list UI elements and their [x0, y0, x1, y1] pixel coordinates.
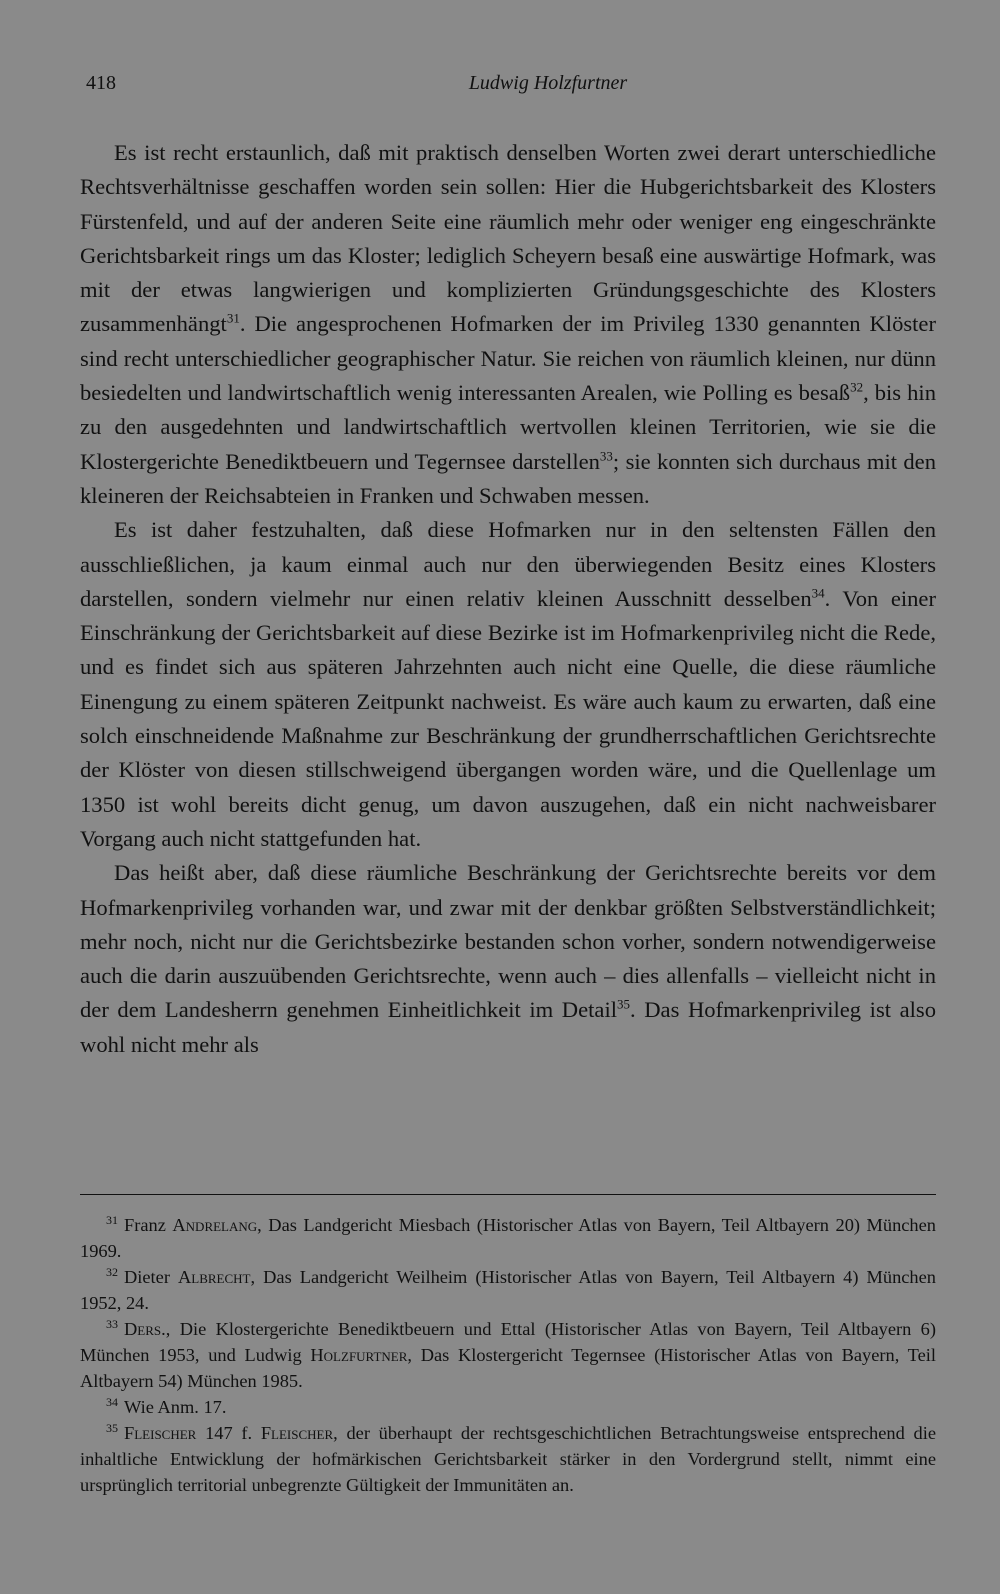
text-run: , Das Klostergericht Tegernsee (Historischer Atlas von Bayern, Teil Altbayern 54) München 1985. [80, 1345, 937, 1391]
body-paragraph [80, 856, 936, 1062]
text-run: Dieter [124, 1267, 178, 1287]
text-run: ; sie konnten sich durchaus mit den kleineren der Reichsabteien in Franken und Schwaben messen. [80, 448, 936, 508]
body-paragraph [80, 136, 936, 513]
footnotes [80, 1212, 936, 1498]
text-run: 147 f. [196, 1423, 261, 1443]
footnote-reference[interactable]: 32 [850, 379, 864, 395]
page-number: 418 [86, 72, 116, 94]
text-run: Franz [124, 1215, 173, 1235]
footnote-reference[interactable]: 35 [617, 996, 631, 1012]
text-run: Es ist daher festzuhalten, daß diese Hofmarken nur in den seltensten Fällen den ausschließlichen, ja kaum einmal auch nur den überwiegenden Besitz eines Klosters darstellen, sondern vielmehr nur einen relativ kleinen Ausschnitt desselben [80, 517, 936, 611]
footnote-number: 34 [106, 1394, 118, 1409]
footnote [80, 1394, 936, 1420]
author-name: Andrelang [172, 1215, 258, 1235]
footnote [80, 1212, 936, 1264]
text-run: Wie Anm. 17. [124, 1397, 227, 1417]
footnote [80, 1264, 936, 1316]
footnote-number: 31 [106, 1212, 118, 1227]
author-name: Fleischer [260, 1423, 334, 1443]
text-run: , Das Landgericht Weilheim (Historischer Atlas von Bayern, Teil Altbayern 4) München 1952, 24. [80, 1267, 936, 1313]
footnote-reference[interactable]: 34 [811, 585, 825, 601]
text-run: , Das Landgericht Miesbach (Historischer Atlas von Bayern, Teil Altbayern 20) München 1969. [80, 1215, 936, 1261]
text-run: ., Die Klostergerichte Benediktbeuern und Ettal (Historischer Atlas von Bayern, Teil Altbayern 6) München 1953, und Ludwig [80, 1319, 936, 1365]
text-run: , bis hin zu den ausgedehnten und landwirtschaftlich wertvollen kleinen Territorien, wie sie die Klostergerichte Benediktbeuern und Tegernsee darstellen [80, 380, 936, 474]
footnote [80, 1316, 936, 1394]
text-run: Das heißt aber, daß diese räumliche Beschränkung der Gerichtsrechte bereits vor dem Hofmarkenprivileg vorhanden war, und zwar mit der denkbar größten Selbstverständlichkeit; mehr noch, nicht nur die Gerichtsbezirke bestanden schon vorher, sondern notwendigerweise auch die darin auszuübenden Gerichtsrechte, wenn auch – dies allenfalls – vielleicht nicht in der dem Landesherrn genehmen Einheitlichkeit im Detail [80, 860, 936, 1023]
footnote-reference[interactable]: 31 [226, 310, 240, 326]
text-run: . Von einer Einschränkung der Gerichtsbarkeit auf diese Bezirke ist im Hofmarkenprivileg nicht die Rede, und es findet sich aus späteren Jahrzehnten auch nicht eine Quelle, die diese räumliche Einengung zu einem späteren Zeitpunkt nachweist. Es wäre auch kaum zu erwarten, daß eine solch einschneidende Maßnahme zur Beschränkung der grundherrschaftlichen Gerichtsrechte der Klöster von diesen stillschweigend übergangen worden wäre, und die Quellenlage um 1350 ist wohl bereits dicht genug, um davon auszugehen, daß ein nicht nachweisbarer Vorgang auch nicht stattgefunden hat. [80, 585, 936, 851]
footnote [80, 1420, 936, 1498]
text-run: . Die angesprochenen Hofmarken der im Privileg 1330 genannten Klöster sind recht unterschiedlicher geographischer Natur. Sie reichen von räumlich kleinen, nur dünn besiedelten und landwirtschaftlich wenig interessanten Arealen, wie Polling es besaß [80, 311, 936, 406]
footnote-divider [80, 1194, 936, 1195]
running-head [80, 72, 936, 102]
author-name: Ders [124, 1319, 162, 1339]
author-name: Albrecht [177, 1267, 251, 1287]
author-name: Fleischer [124, 1423, 197, 1443]
footnote-number: 35 [106, 1420, 118, 1435]
text-run: Es ist recht erstaunlich, daß mit praktisch denselben Worten zwei derart unterschiedliche Rechtsverhältnisse geschaffen worden sein sollen: Hier die Hubgerichtsbarkeit des Klosters Fürstenfeld, und auf der anderen Seite eine räumlich mehr oder weniger eng eingeschränkte Gerichtsbarkeit rings um das Kloster; lediglich Scheyern besaß eine auswärtige Hofmark, was mit der etwas langwierigen und komplizierten Gründungsgeschichte des Klosters zusammenhängt [80, 140, 936, 337]
author-name: Holzfurtner [310, 1345, 408, 1365]
text-run: , der überhaupt der rechtsgeschichtlichen Betrachtungsweise entsprechend die inhaltliche Entwicklung der hofmärkischen Gerichtsbarkeit stärker in den Vordergrund stellt, nimmt eine ursprünglich territorial unbegrenzte Gültigkeit der Immunitäten an. [80, 1423, 936, 1495]
body-paragraph [80, 513, 936, 856]
text-run: . Das Hofmarkenprivileg ist also wohl nicht mehr als [80, 997, 936, 1057]
footnote-reference[interactable]: 33 [599, 448, 613, 464]
body-text [80, 136, 936, 1062]
running-title: Ludwig Holzfurtner [468, 72, 628, 94]
footnote-number: 32 [106, 1264, 118, 1279]
footnote-number: 33 [106, 1316, 118, 1331]
